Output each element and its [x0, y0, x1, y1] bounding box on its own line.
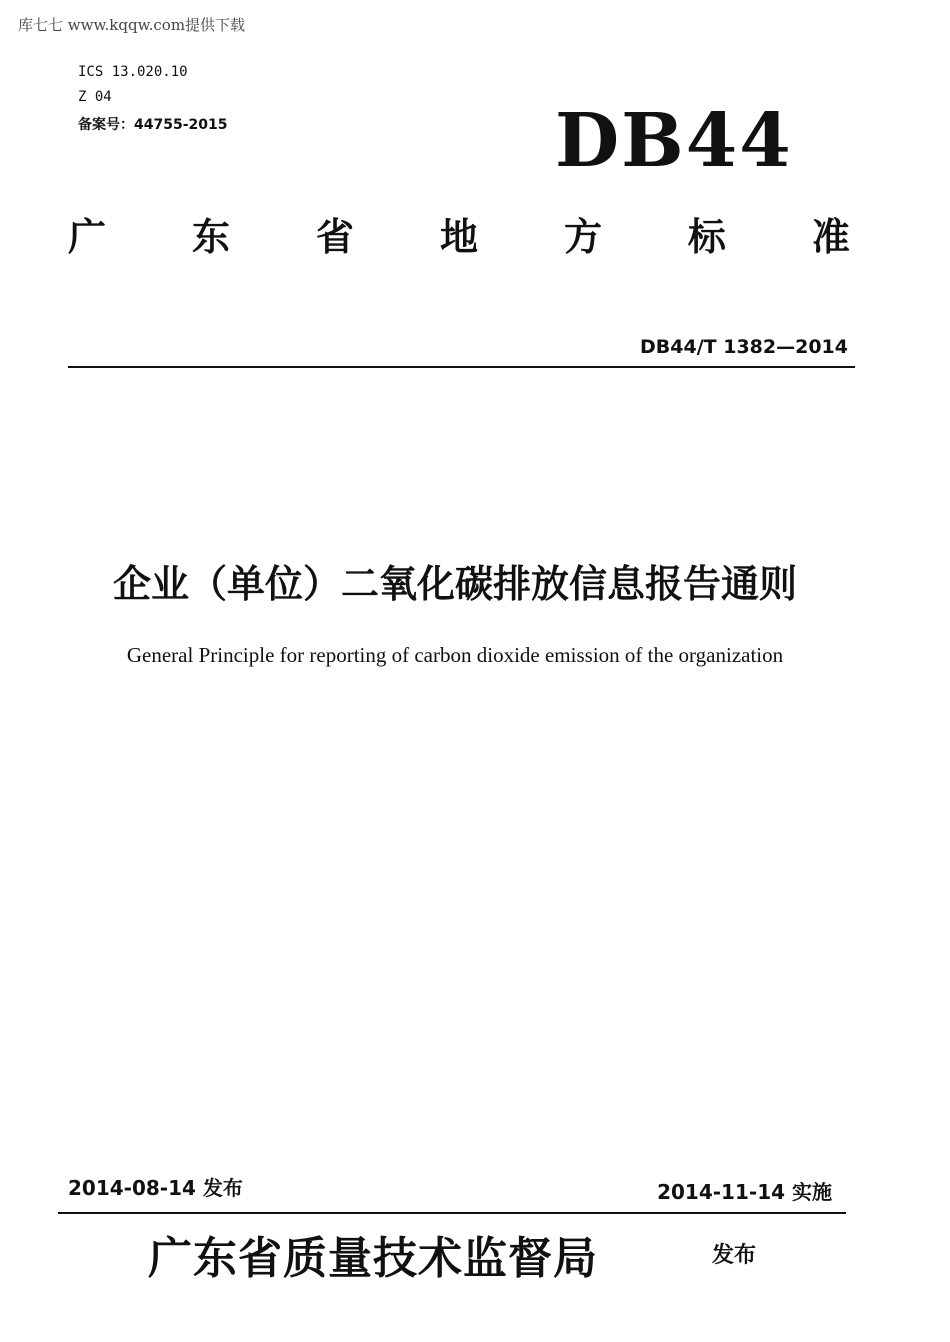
document-title-cn — [0, 553, 910, 608]
standard-type-char: 方 — [563, 215, 602, 259]
standard-code-logo: DB44 — [555, 98, 793, 184]
standard-type-char: 标 — [687, 215, 726, 259]
standard-type-char: 东 — [191, 215, 230, 259]
document-title-cn-text: 企业（单位）二氧化碳排放信息报告通则 — [112, 562, 797, 606]
standard-type-char: 省 — [315, 215, 354, 259]
ics-code: ICS 13.020.10 — [78, 64, 188, 80]
standard-type-char: 广 — [68, 215, 107, 259]
implement-date: 2014-11-14 实施 — [657, 1180, 832, 1204]
top-divider — [68, 366, 855, 368]
publish-date: 2014-08-14 发布 — [68, 1176, 243, 1200]
standard-type-heading — [68, 215, 850, 259]
standard-type-char: 准 — [811, 215, 850, 259]
classification-code: Z 04 — [78, 89, 112, 105]
issuer-action-label: 发布 — [712, 1243, 757, 1268]
watermark-text: 库七七 www.kqqw.com提供下载 — [18, 16, 246, 34]
issuing-authority: 广东省质量技术监督局 — [148, 1233, 598, 1284]
standard-type-char: 地 — [439, 215, 478, 259]
record-number: 备案号：44755-2015 — [78, 117, 228, 133]
bottom-divider — [58, 1212, 846, 1214]
standard-number: DB44/T 1382—2014 — [640, 336, 848, 358]
document-title-en: General Principle for reporting of carbon dioxide emission of the organization — [126, 643, 784, 667]
